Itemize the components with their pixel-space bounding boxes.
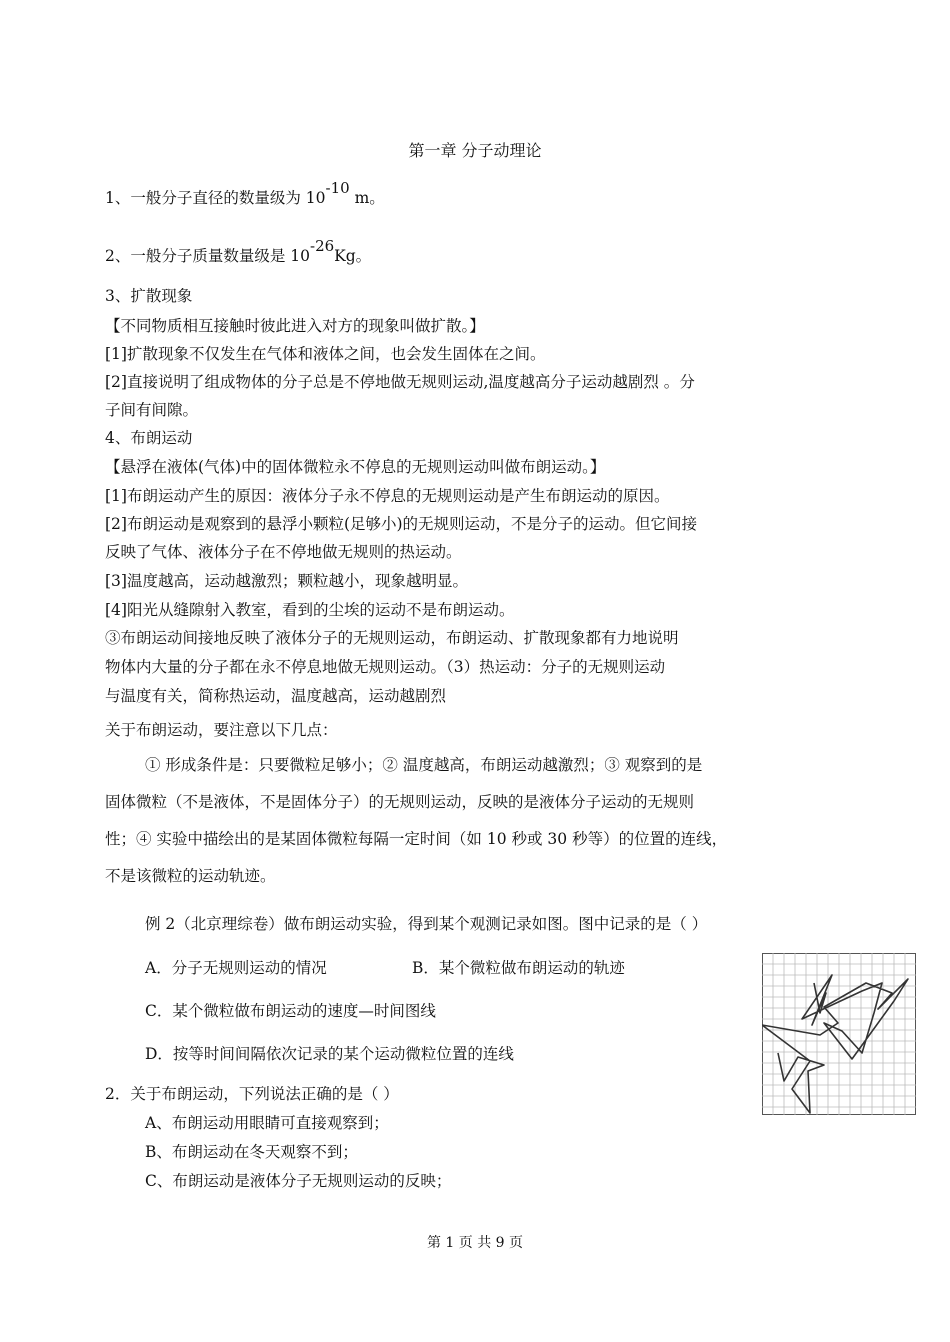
diffusion-point-2a: [2]直接说明了组成物体的分子总是不停地做无规则运动,温度越高分子运动越剧烈 。分: [105, 373, 695, 391]
notes-line-2: 固体微粒（不是液体，不是固体分子）的无规则运动，反映的是液体分子运动的无规则: [105, 793, 695, 811]
section-brownian-heading: 4、布朗运动: [105, 429, 193, 447]
question-2-option-c: C、布朗运动是液体分子无规则运动的反映；: [145, 1172, 452, 1190]
brownian-trajectory-figure: [762, 953, 916, 1115]
item-2-exponent: -26: [310, 237, 335, 255]
item-1: [105, 179, 385, 208]
example-option-a: A．分子无规则运动的情况: [145, 959, 327, 977]
item-1-text: 1、一般分子直径的数量级为 10: [105, 189, 326, 207]
brownian-point-5c: 与温度有关，简称热运动，温度越高，运动越剧烈: [105, 687, 447, 705]
notes-line-3: 性；④ 实验中描绘出的是某固体微粒每隔一定时间（如 10 秒或 30 秒等）的位置的连线，: [105, 830, 728, 848]
section-diffusion-heading: 3、扩散现象: [105, 287, 193, 305]
item-2: [105, 237, 372, 266]
item-2-unit: Kg。: [334, 247, 372, 265]
diffusion-point-1: [1]扩散现象不仅发生在气体和液体之间，也会发生固体在之间。: [105, 345, 546, 363]
item-1-exponent: -10: [325, 179, 350, 197]
notes-line-4: 不是该微粒的运动轨迹。: [105, 867, 276, 885]
question-2-option-a: A、布朗运动用眼睛可直接观察到；: [145, 1114, 389, 1132]
brownian-definition: 【悬浮在液体(气体)中的固体微粒永不停息的无规则运动叫做布朗运动。】: [105, 458, 606, 476]
brownian-point-4: [4]阳光从缝隙射入教室，看到的尘埃的运动不是布朗运动。: [105, 601, 515, 619]
diffusion-definition: 【不同物质相互接触时彼此进入对方的现象叫做扩散。】: [105, 317, 485, 335]
item-1-unit: m。: [349, 189, 385, 207]
example-option-b: B．某个微粒做布朗运动的轨迹: [412, 959, 625, 977]
notes-heading: 关于布朗运动，要注意以下几点：: [105, 721, 338, 739]
diffusion-point-2b: 子间有间隙。: [105, 401, 199, 419]
brownian-point-1: [1]布朗运动产生的原因：液体分子永不停息的无规则运动是产生布朗运动的原因。: [105, 487, 670, 505]
example-option-d: D．按等时间间隔依次记录的某个运动微粒位置的连线: [145, 1045, 514, 1063]
brownian-point-2b: 反映了气体、液体分子在不停地做无规则的热运动。: [105, 543, 462, 561]
example-question: 例 2（北京理综卷）做布朗运动实验，得到某个观测记录如图。图中记录的是（ ）: [145, 915, 708, 933]
item-2-text: 2、一般分子质量数量级是 10: [105, 247, 311, 265]
brownian-point-3: [3]温度越高，运动越激烈；颗粒越小，现象越明显。: [105, 572, 468, 590]
question-2-stem: 2．关于布朗运动，下列说法正确的是（ ）: [105, 1085, 399, 1103]
brownian-point-5a: ③布朗运动间接地反映了液体分子的无规则运动，布朗运动、扩散现象都有力地说明: [105, 629, 679, 647]
example-option-c: C．某个微粒做布朗运动的速度—时间图线: [145, 1002, 436, 1020]
brownian-trajectory-grid-icon: [762, 953, 916, 1115]
brownian-point-5b: 物体内大量的分子都在永不停息地做无规则运动。（3）热运动：分子的无规则运动: [105, 658, 666, 676]
brownian-point-2a: [2]布朗运动是观察到的悬浮小颗粒(足够小)的无规则运动，不是分子的运动。但它间接: [105, 515, 698, 533]
page-title: 第一章 分子动理论: [408, 141, 542, 160]
page-footer: 第 1 页 共 9 页: [426, 1235, 524, 1251]
notes-line-1: ① 形成条件是：只要微粒足够小；② 温度越高，布朗运动越激烈；③ 观察到的是: [145, 756, 703, 774]
question-2-option-b: B、布朗运动在冬天观察不到；: [145, 1143, 358, 1161]
